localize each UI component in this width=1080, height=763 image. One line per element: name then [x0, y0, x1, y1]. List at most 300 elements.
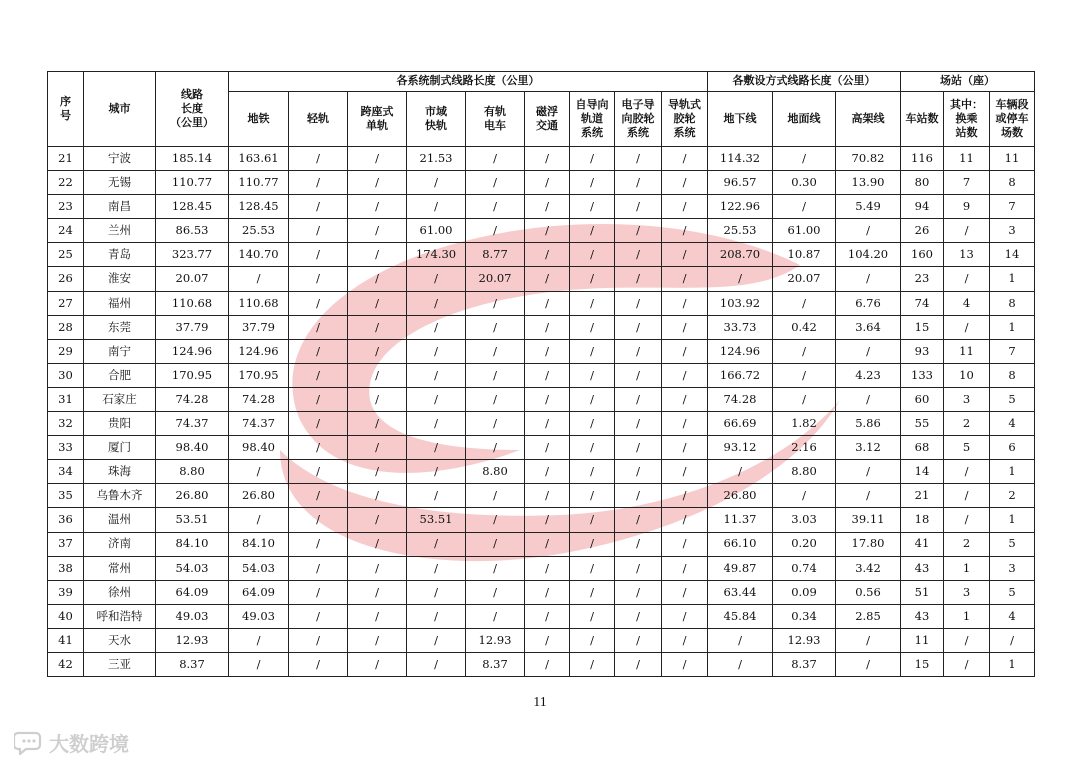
table-cell: 61.00 — [773, 219, 836, 243]
table-cell: 23 — [48, 195, 84, 219]
table-cell: / — [944, 315, 990, 339]
table-cell: 70.82 — [836, 147, 901, 171]
table-cell: / — [348, 436, 407, 460]
table-cell: / — [836, 460, 901, 484]
header-system-col: 跨座式 单轨 — [348, 92, 407, 147]
table-cell: / — [407, 484, 466, 508]
table-cell: / — [348, 412, 407, 436]
table-cell: / — [348, 508, 407, 532]
table-cell: 0.74 — [773, 556, 836, 580]
table-cell: / — [525, 339, 570, 363]
table-row — [48, 243, 1035, 267]
table-cell: / — [944, 267, 990, 291]
table-cell: / — [570, 580, 615, 604]
table-cell: / — [570, 291, 615, 315]
table-cell: 8.37 — [156, 652, 229, 676]
table-cell: 54.03 — [229, 556, 289, 580]
table-cell: / — [466, 147, 525, 171]
table-cell: / — [662, 339, 708, 363]
table-cell: 8.80 — [466, 460, 525, 484]
table-row — [48, 387, 1035, 411]
table-cell: / — [348, 580, 407, 604]
table-cell: 2 — [944, 532, 990, 556]
table-cell: / — [570, 363, 615, 387]
table-cell: 8.37 — [466, 652, 525, 676]
table-cell: / — [348, 556, 407, 580]
table-cell: / — [662, 628, 708, 652]
city-cell: 东莞 — [84, 315, 156, 339]
table-cell: 49.03 — [156, 604, 229, 628]
table-cell: 17.80 — [836, 532, 901, 556]
table-cell: / — [570, 604, 615, 628]
table-cell: 98.40 — [229, 436, 289, 460]
table-cell: 26.80 — [708, 484, 773, 508]
city-cell: 青岛 — [84, 243, 156, 267]
table-cell: / — [708, 652, 773, 676]
table-cell: / — [289, 604, 348, 628]
table-cell: 74 — [901, 291, 944, 315]
table-cell: 26 — [901, 219, 944, 243]
header-system-col: 磁浮 交通 — [525, 92, 570, 147]
table-cell: / — [229, 628, 289, 652]
table-cell: / — [662, 484, 708, 508]
table-cell: 43 — [901, 556, 944, 580]
table-cell: / — [662, 291, 708, 315]
table-cell: / — [348, 604, 407, 628]
table-cell: / — [525, 387, 570, 411]
header-system-col: 有轨 电车 — [466, 92, 525, 147]
city-cell: 天水 — [84, 628, 156, 652]
table-cell: / — [289, 171, 348, 195]
header-laying-group: 各敷设方式线路长度（公里） — [708, 72, 901, 92]
table-cell: 64.09 — [229, 580, 289, 604]
table-cell: 114.32 — [708, 147, 773, 171]
table-cell: 174.30 — [407, 243, 466, 267]
table-cell: / — [662, 243, 708, 267]
table-cell: / — [836, 339, 901, 363]
table-cell: / — [570, 243, 615, 267]
table-cell: 49.03 — [229, 604, 289, 628]
table-row — [48, 267, 1035, 291]
city-cell: 徐州 — [84, 580, 156, 604]
table-cell: / — [525, 652, 570, 676]
table-cell: / — [615, 628, 662, 652]
table-cell: / — [990, 628, 1035, 652]
header-system-col: 导轨式 胶轮 系统 — [662, 92, 708, 147]
table-cell: / — [615, 219, 662, 243]
table-cell: 28 — [48, 315, 84, 339]
table-cell: / — [289, 243, 348, 267]
table-cell: 96.57 — [708, 171, 773, 195]
table-cell: / — [289, 291, 348, 315]
table-cell: / — [570, 484, 615, 508]
table-row — [48, 460, 1035, 484]
table-cell: 11.37 — [708, 508, 773, 532]
table-cell: 5 — [990, 580, 1035, 604]
city-cell: 乌鲁木齐 — [84, 484, 156, 508]
table-cell: / — [466, 171, 525, 195]
table-cell: / — [348, 387, 407, 411]
city-cell: 济南 — [84, 532, 156, 556]
table-row — [48, 195, 1035, 219]
table-cell: / — [466, 556, 525, 580]
table-cell: / — [662, 171, 708, 195]
table-cell: 0.42 — [773, 315, 836, 339]
table-cell: 6.76 — [836, 291, 901, 315]
table-cell: 93.12 — [708, 436, 773, 460]
table-cell: 0.09 — [773, 580, 836, 604]
table-cell: 42 — [48, 652, 84, 676]
header-station-col: 车辆段 或停车 场数 — [990, 92, 1035, 147]
city-cell: 三亚 — [84, 652, 156, 676]
table-cell: / — [570, 267, 615, 291]
table-cell: / — [944, 508, 990, 532]
table-cell: / — [570, 412, 615, 436]
table-cell: / — [466, 339, 525, 363]
table-cell: / — [525, 291, 570, 315]
table-cell: / — [570, 436, 615, 460]
table-cell: / — [289, 147, 348, 171]
table-cell: / — [289, 580, 348, 604]
table-cell: 8 — [990, 171, 1035, 195]
table-cell: / — [708, 460, 773, 484]
table-cell: 7 — [990, 339, 1035, 363]
table-cell: / — [570, 339, 615, 363]
table-cell: / — [662, 604, 708, 628]
table-cell: / — [615, 171, 662, 195]
table-cell: 110.77 — [156, 171, 229, 195]
table-cell: / — [229, 652, 289, 676]
city-cell: 南昌 — [84, 195, 156, 219]
table-cell: / — [229, 460, 289, 484]
table-cell: 1 — [990, 508, 1035, 532]
table-cell: / — [615, 412, 662, 436]
table-cell: 2.16 — [773, 436, 836, 460]
table-cell: 4.23 — [836, 363, 901, 387]
table-cell: 8.80 — [156, 460, 229, 484]
table-cell: / — [348, 243, 407, 267]
table-cell: 104.20 — [836, 243, 901, 267]
table-cell: / — [348, 363, 407, 387]
table-row — [48, 291, 1035, 315]
table-cell: 170.95 — [156, 363, 229, 387]
table-cell: 103.92 — [708, 291, 773, 315]
table-cell: 98.40 — [156, 436, 229, 460]
table-cell: 14 — [901, 460, 944, 484]
header-system-col: 自导向 轨道 系统 — [570, 92, 615, 147]
table-cell: 8 — [990, 291, 1035, 315]
city-cell: 石家庄 — [84, 387, 156, 411]
table-cell: 84.10 — [156, 532, 229, 556]
table-cell: / — [348, 652, 407, 676]
brand-watermark — [14, 728, 129, 757]
table-cell: / — [289, 267, 348, 291]
table-cell: / — [525, 532, 570, 556]
table-cell: / — [289, 219, 348, 243]
city-cell: 常州 — [84, 556, 156, 580]
table-cell: 30 — [48, 363, 84, 387]
table-cell: 1 — [990, 652, 1035, 676]
table-cell: 33.73 — [708, 315, 773, 339]
table-cell: / — [348, 147, 407, 171]
table-cell: 5 — [990, 387, 1035, 411]
table-cell: 0.30 — [773, 171, 836, 195]
table-cell: / — [348, 315, 407, 339]
table-cell: / — [615, 580, 662, 604]
table-cell: 34 — [48, 460, 84, 484]
table-cell: / — [466, 532, 525, 556]
table-cell: / — [570, 460, 615, 484]
table-cell: / — [289, 484, 348, 508]
table-cell: 84.10 — [229, 532, 289, 556]
table-cell: 37.79 — [229, 315, 289, 339]
table-cell: / — [289, 532, 348, 556]
table-cell: 45.84 — [708, 604, 773, 628]
table-cell: / — [525, 412, 570, 436]
header-station-group: 场站（座） — [901, 72, 1035, 92]
table-cell: 122.96 — [708, 195, 773, 219]
table-cell: 74.37 — [229, 412, 289, 436]
table-cell: 8.80 — [773, 460, 836, 484]
table-cell: / — [466, 412, 525, 436]
table-cell: / — [662, 267, 708, 291]
table-cell: 11 — [944, 147, 990, 171]
table-cell: / — [525, 171, 570, 195]
table-cell: / — [466, 315, 525, 339]
table-cell: / — [615, 532, 662, 556]
table-cell: / — [525, 315, 570, 339]
table-cell: / — [466, 219, 525, 243]
table-cell: 41 — [901, 532, 944, 556]
table-cell: 64.09 — [156, 580, 229, 604]
table-cell: 10.87 — [773, 243, 836, 267]
table-cell: 128.45 — [229, 195, 289, 219]
city-cell: 珠海 — [84, 460, 156, 484]
table-cell: 0.20 — [773, 532, 836, 556]
table-row — [48, 532, 1035, 556]
table-cell: 163.61 — [229, 147, 289, 171]
table-cell: 3.12 — [836, 436, 901, 460]
table-cell: / — [773, 339, 836, 363]
city-cell: 呼和浩特 — [84, 604, 156, 628]
table-cell: / — [289, 628, 348, 652]
brand-name: 大数跨境 — [49, 732, 129, 756]
table-cell: 38 — [48, 556, 84, 580]
table-cell: 55 — [901, 412, 944, 436]
table-cell: 140.70 — [229, 243, 289, 267]
table-cell: / — [662, 436, 708, 460]
table-cell: / — [466, 363, 525, 387]
table-cell: / — [289, 556, 348, 580]
table-cell: 41 — [48, 628, 84, 652]
table-cell: / — [525, 556, 570, 580]
table-cell: 3.03 — [773, 508, 836, 532]
table-cell: 9 — [944, 195, 990, 219]
table-cell: 4 — [990, 604, 1035, 628]
table-cell: 2.85 — [836, 604, 901, 628]
table-cell: / — [615, 604, 662, 628]
table-row — [48, 147, 1035, 171]
table-cell: 5 — [990, 532, 1035, 556]
table-cell: / — [289, 195, 348, 219]
table-cell: / — [570, 628, 615, 652]
table-cell: 74.28 — [156, 387, 229, 411]
header-city: 城市 — [84, 72, 156, 147]
table-cell: / — [570, 508, 615, 532]
table-cell: 7 — [944, 171, 990, 195]
table-cell: / — [466, 604, 525, 628]
table-cell: / — [407, 171, 466, 195]
table-cell: 53.51 — [407, 508, 466, 532]
table-cell: / — [836, 267, 901, 291]
table-cell: / — [570, 147, 615, 171]
table-cell: 4 — [944, 291, 990, 315]
table-cell: / — [615, 556, 662, 580]
table-cell: / — [407, 339, 466, 363]
table-cell: / — [615, 387, 662, 411]
table-cell: 26.80 — [229, 484, 289, 508]
table-cell: 63.44 — [708, 580, 773, 604]
table-cell: / — [944, 652, 990, 676]
table-cell: / — [662, 508, 708, 532]
table-cell: / — [773, 195, 836, 219]
table-cell: 49.87 — [708, 556, 773, 580]
table-cell: / — [662, 219, 708, 243]
header-system-col: 地铁 — [229, 92, 289, 147]
table-cell: 3 — [990, 556, 1035, 580]
city-cell: 福州 — [84, 291, 156, 315]
table-cell: / — [570, 387, 615, 411]
table-cell: 3.42 — [836, 556, 901, 580]
header-laying-col: 地下线 — [708, 92, 773, 147]
table-cell: 24 — [48, 219, 84, 243]
table-cell: 13 — [944, 243, 990, 267]
table-cell: 5.86 — [836, 412, 901, 436]
table-cell: / — [466, 436, 525, 460]
table-row — [48, 484, 1035, 508]
table-cell: 18 — [901, 508, 944, 532]
table-cell: 68 — [901, 436, 944, 460]
table-cell: / — [662, 652, 708, 676]
table-cell: / — [525, 436, 570, 460]
table-cell: / — [407, 460, 466, 484]
table-cell: / — [662, 195, 708, 219]
table-cell: / — [525, 219, 570, 243]
city-cell: 南宁 — [84, 339, 156, 363]
table-cell: / — [944, 460, 990, 484]
table-cell: / — [773, 484, 836, 508]
table-cell: / — [525, 604, 570, 628]
table-cell: / — [466, 484, 525, 508]
table-cell: / — [615, 315, 662, 339]
table-cell: 60 — [901, 387, 944, 411]
table-cell: 1 — [944, 604, 990, 628]
table-cell: 25.53 — [708, 219, 773, 243]
table-cell: / — [348, 267, 407, 291]
table-cell: 66.69 — [708, 412, 773, 436]
table-cell: / — [289, 339, 348, 363]
table-cell: 13.90 — [836, 171, 901, 195]
table-cell: / — [407, 436, 466, 460]
table-cell: 4 — [990, 412, 1035, 436]
table-cell: / — [944, 484, 990, 508]
table-cell: / — [773, 363, 836, 387]
table-cell: 51 — [901, 580, 944, 604]
table-row — [48, 363, 1035, 387]
table-cell: 66.10 — [708, 532, 773, 556]
city-cell: 厦门 — [84, 436, 156, 460]
table-cell: 21 — [48, 147, 84, 171]
table-cell: 124.96 — [229, 339, 289, 363]
table-cell: / — [836, 628, 901, 652]
header-length: 线路 长度 （公里） — [156, 72, 229, 147]
table-cell: 1 — [990, 315, 1035, 339]
table-cell: 1 — [990, 267, 1035, 291]
table-cell: 10 — [944, 363, 990, 387]
table-cell: 11 — [901, 628, 944, 652]
table-cell: / — [289, 460, 348, 484]
table-cell: 74.28 — [708, 387, 773, 411]
table-cell: 110.77 — [229, 171, 289, 195]
table-row — [48, 171, 1035, 195]
table-cell: 5 — [944, 436, 990, 460]
table-cell: / — [615, 652, 662, 676]
table-cell: 35 — [48, 484, 84, 508]
table-cell: 74.37 — [156, 412, 229, 436]
table-cell: 3 — [944, 387, 990, 411]
table-cell: / — [525, 508, 570, 532]
table-cell: 8.37 — [773, 652, 836, 676]
table-cell: / — [615, 147, 662, 171]
table-cell: / — [662, 556, 708, 580]
table-cell: / — [348, 460, 407, 484]
table-cell: 39 — [48, 580, 84, 604]
table-row — [48, 315, 1035, 339]
table-cell: / — [525, 267, 570, 291]
table-cell: 11 — [944, 339, 990, 363]
table-cell: / — [407, 291, 466, 315]
table-row — [48, 339, 1035, 363]
table-cell: / — [615, 243, 662, 267]
table-cell: 110.68 — [229, 291, 289, 315]
table-row — [48, 508, 1035, 532]
table-cell: 20.07 — [156, 267, 229, 291]
table-cell: / — [615, 363, 662, 387]
table-row — [48, 580, 1035, 604]
table-cell: / — [407, 628, 466, 652]
table-cell: 94 — [901, 195, 944, 219]
table-cell: / — [836, 387, 901, 411]
table-cell: 54.03 — [156, 556, 229, 580]
table-cell: / — [525, 628, 570, 652]
table-cell: 170.95 — [229, 363, 289, 387]
table-cell: / — [615, 339, 662, 363]
table-cell: / — [525, 243, 570, 267]
table-cell: / — [525, 363, 570, 387]
table-row — [48, 219, 1035, 243]
table-cell: 133 — [901, 363, 944, 387]
table-cell: 124.96 — [156, 339, 229, 363]
city-cell: 淮安 — [84, 267, 156, 291]
table-cell: / — [289, 315, 348, 339]
table-cell: 0.56 — [836, 580, 901, 604]
table-cell: / — [615, 484, 662, 508]
table-cell: / — [944, 628, 990, 652]
table-cell: / — [525, 147, 570, 171]
table-cell: / — [662, 387, 708, 411]
table-cell: 25.53 — [229, 219, 289, 243]
table-cell: 86.53 — [156, 219, 229, 243]
